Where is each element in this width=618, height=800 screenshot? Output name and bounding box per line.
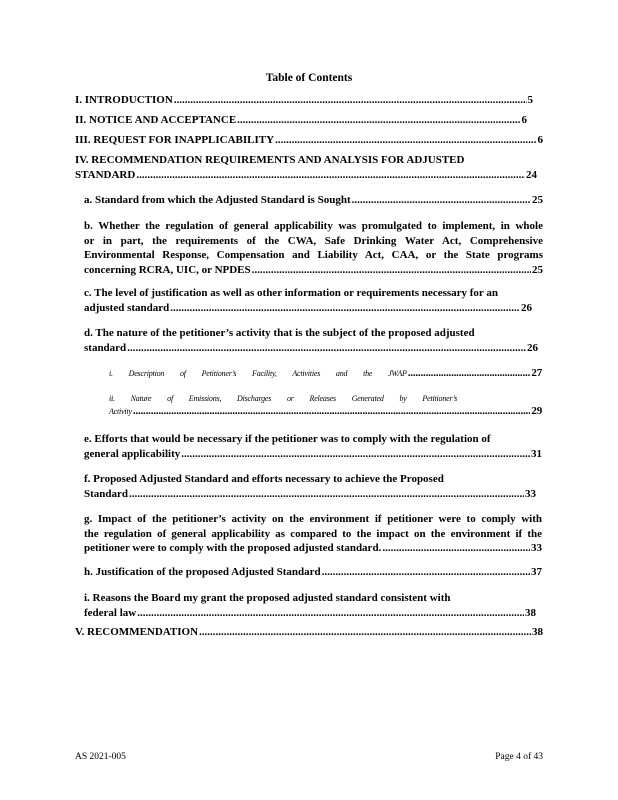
toc-entry-e[interactable] (84, 432, 542, 461)
toc-entry-label: d. The nature of the petitioner’s activity that is the subject of the proposed adjusted (84, 327, 475, 339)
toc-entry-label: a. Standard from which the Adjusted Standard is Sought (84, 194, 351, 206)
toc-entry-label-cont: the regulation of general applicability as compared to the impact on the environment if the (84, 527, 542, 540)
toc-page-number: 38 (532, 626, 543, 638)
toc-entry-label: e. Efforts that would be necessary if the petitioner was to comply with the regulation of (84, 433, 491, 445)
dot-leader (170, 301, 520, 316)
toc-entry-notice[interactable] (75, 113, 527, 128)
toc-entry-label: g. Impact of the petitioner’s activity on the environment if petitioner were to comply with (84, 513, 542, 525)
toc-entry-d-i[interactable] (109, 367, 542, 380)
toc-entry-label-cont: or in part, the requirements of the CWA, Safe Drinking Water Act, Comprehensive (84, 234, 543, 247)
toc-page-number: 6 (537, 134, 543, 146)
toc-entry-label-cont: Environmental Response, Compensation and Liability Act, CAA, or the State programs (84, 249, 543, 261)
dot-leader (199, 625, 531, 640)
toc-entry-label-cont: STANDARD (75, 168, 136, 181)
toc-page-number: 38 (525, 606, 536, 619)
dot-leader (408, 367, 531, 379)
toc-entry-g[interactable] (84, 512, 542, 556)
toc-entry-inapplicability[interactable] (75, 133, 543, 148)
toc-title: Table of Contents (265, 72, 353, 84)
toc-entry-label: c. The level of justification as well as other information or requirements necessary for an (84, 287, 498, 299)
toc-page-number: 31 (531, 447, 542, 460)
toc-entry-c[interactable] (84, 286, 532, 315)
toc-entry-d-ii[interactable] (109, 393, 542, 418)
toc-page-number: 25 (532, 263, 543, 276)
toc-page-number: 33 (531, 542, 542, 554)
dot-leader (237, 113, 520, 128)
toc-page-number: 33 (525, 487, 536, 500)
toc-entry-label: f. Proposed Adjusted Standard and efforts necessary to achieve the Proposed (84, 473, 444, 485)
toc-page-number: 24 (526, 168, 537, 181)
toc-entry-label: h. Justification of the proposed Adjusted Standard (84, 566, 321, 578)
toc-entry-label-cont: federal law (84, 606, 137, 619)
toc-entry-label-cont: standard (84, 341, 127, 354)
toc-entry-label-cont: adjusted standard (84, 301, 170, 314)
toc-entry-label: V. RECOMMENDATION (75, 626, 199, 638)
toc-entry-i[interactable] (84, 591, 536, 620)
dot-leader (133, 405, 531, 417)
toc-entry-a[interactable] (84, 193, 543, 208)
toc-entry-label: IV. RECOMMENDATION REQUIREMENTS AND ANALYSIS FOR ADJUSTED (75, 154, 465, 166)
toc-entry-h[interactable] (84, 565, 542, 580)
toc-entry-f[interactable] (84, 472, 536, 501)
toc-entry-label: i. Description of Petitioner’s Facility, Activities and the JWAP (109, 369, 407, 378)
toc-entry-label: ii. Nature of Emissions, Discharges or Releases Generated by Petitioner’s (109, 394, 458, 403)
dot-leader (382, 541, 530, 556)
toc-entry-label-cont: concerning RCRA, UIC, or NPDES (84, 263, 251, 276)
toc-entry-label: I. INTRODUCTION (75, 94, 173, 106)
dot-leader (275, 133, 536, 148)
toc-entry-label: i. Reasons the Board my grant the proposed adjusted standard consistent with (84, 592, 451, 604)
toc-entry-recommendation-requirements[interactable] (75, 153, 537, 182)
dot-leader (174, 93, 527, 108)
toc-entry-label: b. Whether the regulation of general applicability was promulgated to implement, in whole (84, 220, 543, 232)
toc-entry-label-cont: petitioner were to comply with the proposed adjusted standard. (84, 542, 382, 554)
toc-page-number: 37 (531, 566, 542, 578)
toc-entry-label: II. NOTICE AND ACCEPTANCE (75, 114, 237, 126)
dot-leader (352, 193, 531, 208)
toc-page-number: 29 (531, 405, 542, 417)
dot-leader (252, 263, 531, 278)
dot-leader (322, 565, 530, 580)
toc-page-number: 5 (527, 94, 533, 106)
toc-entry-recommendation[interactable] (75, 625, 543, 640)
toc-page-number: 6 (521, 114, 527, 126)
toc-page-number: 26 (521, 301, 532, 314)
toc-entry-label-cont: Standard (84, 487, 129, 500)
toc-entry-d[interactable] (84, 326, 538, 355)
dot-leader (181, 447, 530, 462)
toc-entry-introduction[interactable] (75, 93, 533, 108)
toc-entry-label-cont: general applicability (84, 447, 181, 460)
toc-page-number: 27 (531, 367, 542, 379)
dot-leader (129, 487, 524, 502)
toc-page-number: 26 (527, 341, 538, 354)
toc-entry-label: III. REQUEST FOR INAPPLICABILITY (75, 134, 275, 146)
dot-leader (137, 606, 524, 621)
toc-entry-label-cont: Activity (109, 407, 132, 416)
footer-docket-number: AS 2021-005 (75, 752, 126, 762)
dot-leader (136, 168, 525, 183)
footer-page-count: Page 4 of 43 (495, 752, 543, 762)
toc-page-number: 25 (532, 194, 543, 206)
toc-entry-b[interactable] (84, 219, 543, 277)
dot-leader (127, 341, 526, 356)
